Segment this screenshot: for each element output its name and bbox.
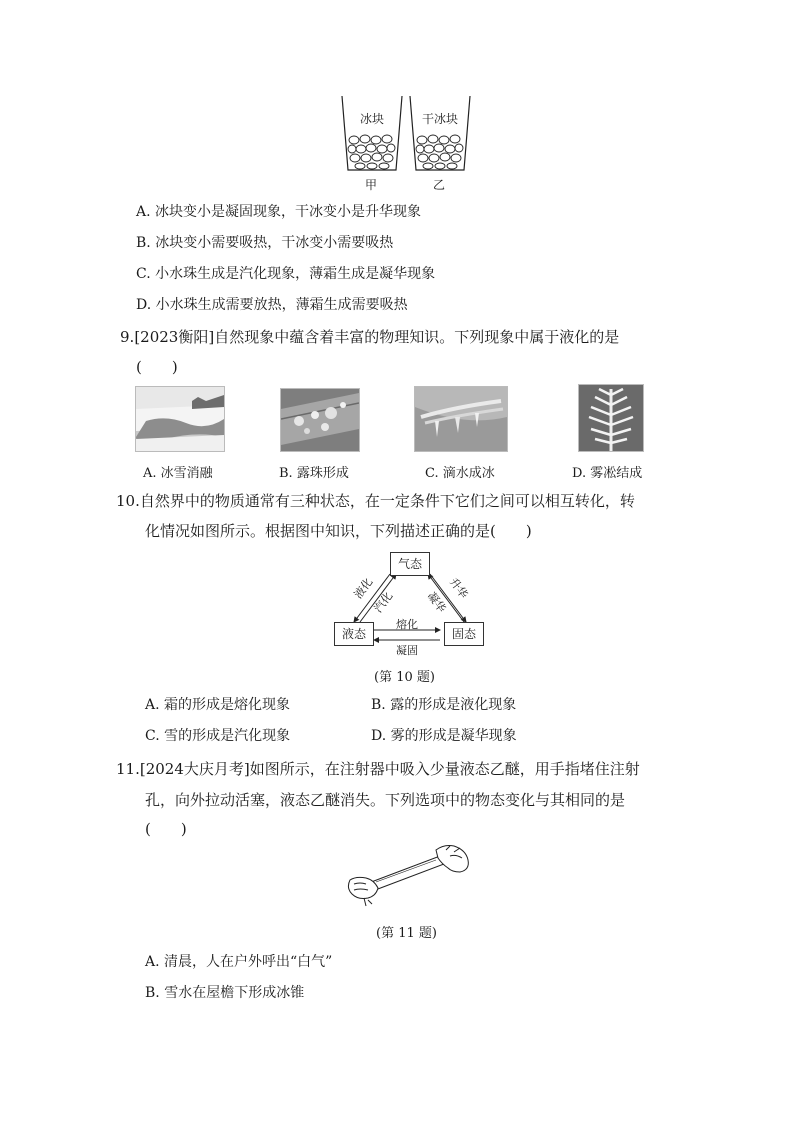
dew-photo[interactable] — [280, 388, 360, 452]
solid-state-box: 固态 — [444, 622, 484, 646]
q10-stem-line1 — [116, 490, 635, 512]
q10-stem-text-1: 自然界中的物质通常有三种状态，在一定条件下它们之间可以相互转化，转 — [139, 492, 635, 510]
icicle-photo[interactable] — [414, 386, 508, 452]
dry-ice-label: 干冰块 — [422, 112, 459, 126]
q9-caption-b[interactable]: B. 露珠形成 — [279, 466, 349, 481]
q11-stem-text-1: [2024大庆月考]如图所示，在注射器中吸入少量液态乙醚，用手指堵住注射 — [139, 760, 640, 778]
q8-option-b[interactable]: B. 冰块变小需要吸热，干冰变小需要吸热 — [136, 235, 394, 251]
q9-answer-bracket[interactable]: ( ) — [136, 358, 178, 376]
melt-label: 熔化 — [396, 618, 418, 631]
liquefy-label: 液化 — [351, 575, 376, 601]
q9-stem-text: [2023衡阳]自然现象中蕴含着丰富的物理知识。下列现象中属于液化的是 — [134, 328, 620, 346]
cups-figure — [338, 94, 474, 194]
freeze-label: 凝固 — [396, 644, 418, 657]
rime-photo[interactable] — [578, 384, 644, 452]
q9-caption-c[interactable]: C. 滴水成冰 — [425, 466, 495, 481]
q10-figure-caption: (第 10 题) — [374, 670, 435, 685]
deposit-label: 凝华 — [424, 589, 449, 615]
syringe-figure — [344, 842, 472, 908]
q9-caption-d[interactable]: D. 雾凇结成 — [572, 466, 643, 481]
q9-stem — [120, 326, 619, 348]
cup-b-caption: 乙 — [433, 178, 446, 192]
q8-option-d[interactable]: D. 小水珠生成需要放热，薄霜生成需要吸热 — [136, 297, 408, 313]
vaporize-label: 汽化 — [371, 589, 396, 615]
cup-a-caption: 甲 — [365, 178, 378, 192]
q10-option-d[interactable]: D. 雾的形成是凝华现象 — [371, 728, 517, 744]
ice-label: 冰块 — [360, 112, 385, 126]
q10-option-b[interactable]: B. 露的形成是液化现象 — [371, 697, 517, 713]
q9-number: 9. — [120, 328, 135, 346]
state-change-diagram — [330, 550, 490, 658]
cups-drawing — [338, 94, 474, 194]
q9-caption-a[interactable]: A. 冰雪消融 — [143, 466, 213, 481]
liquid-state-box: 液态 — [334, 622, 374, 646]
q10-option-a[interactable]: A. 霜的形成是熔化现象 — [145, 697, 291, 713]
q11-number: 11. — [116, 760, 140, 778]
q8-option-c[interactable]: C. 小水珠生成是汽化现象，薄霜生成是凝华现象 — [136, 266, 436, 282]
q11-option-b[interactable]: B. 雪水在屋檐下形成冰锥 — [145, 985, 305, 1001]
sublimate-label: 升华 — [446, 575, 471, 601]
q8-option-a[interactable]: A. 冰块变小是凝固现象，干冰变小是升华现象 — [136, 204, 422, 220]
q11-stem-line2: 孔，向外拉动活塞，液态乙醚消失。下列选项中的物态变化与其相同的是 — [145, 791, 626, 809]
q11-figure-caption: (第 11 题) — [376, 926, 437, 941]
q10-stem-line2: 化情况如图所示。根据图中知识，下列描述正确的是( ) — [145, 522, 532, 540]
syringe-drawing — [344, 842, 472, 908]
q11-option-a[interactable]: A. 清晨，人在户外呼出“白气” — [145, 954, 333, 970]
q10-option-c[interactable]: C. 雪的形成是汽化现象 — [145, 728, 291, 744]
gas-state-box: 气态 — [390, 552, 430, 576]
q11-stem-line1 — [116, 758, 640, 780]
q10-number: 10. — [116, 492, 140, 510]
snow-melting-photo[interactable] — [135, 386, 225, 452]
q11-answer-bracket[interactable]: ( ) — [145, 820, 187, 838]
